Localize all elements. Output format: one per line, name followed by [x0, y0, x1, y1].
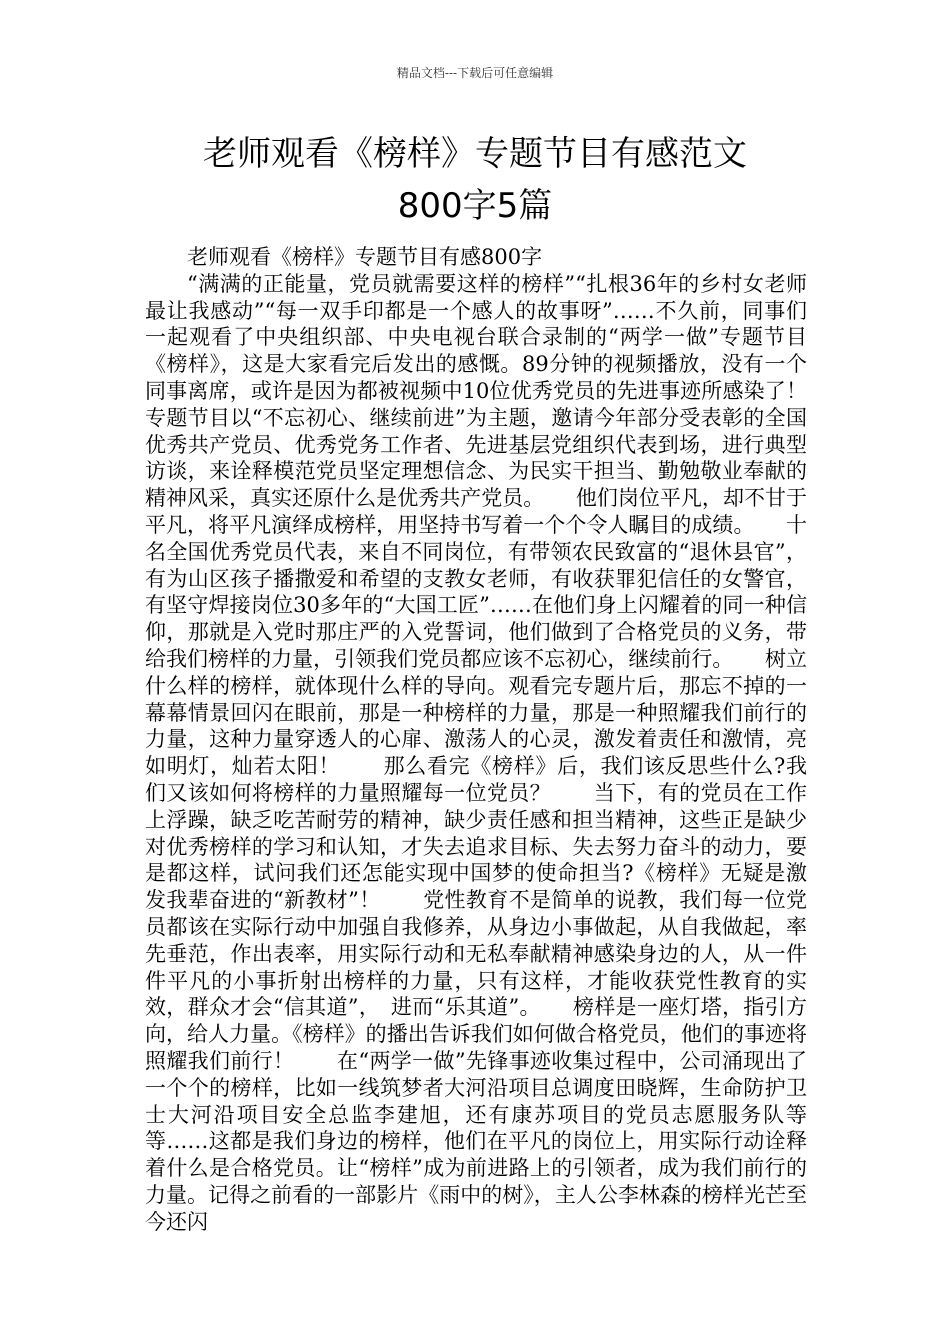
title-line-1: 老师观看《榜样》专题节目有感范文 [203, 134, 747, 174]
section-subtitle: 老师观看《榜样》专题节目有感800字 [187, 245, 543, 269]
title-line-2: 800字5篇 [397, 186, 553, 226]
document-body [145, 244, 849, 1235]
body-paragraph: “满满的正能量，党员就需要这样的榜样”“扎根36年的乡村女老师最让我感动”“每一双手印都是一个感人的故事呀”……不久前，同事们一起观看了中央组织部、中央电视台联合录制的“两学一做”专题节目《榜样》，这是大家看完后发出的感慨。89分钟的视频播放，没有一个同事离席，或许是因为都被视频中10位优秀党员的先进事迹所感染了！ 专题节目以“不忘初心、继续前进”为主题，邀请今年部分受表彰的全国优秀共产党员、优秀党务工作者、先进基层党组织代表到场，进行典型访谈，来诠释模范党员坚定理想信念、为民实干担当、勤勉敬业奉献的精神风采，真实还原什么是优秀共产党员。 他们岗位平凡，却不甘于平凡，将平凡演绎成榜样，用坚持书写着一个个令人瞩目的成绩。 十名全国优秀党员代表，来自不同岗位，有带领农民致富的“退休县官”，有为山区孩子播撒爱和希望的支教女老师，有收获罪犯信任的女警官，有坚守焊接岗位30多年的“大国工匠”……在他们身上闪耀着的同一种信仰，那就是入党时那庄严的入党誓词，他们做到了合格党员的义务，带给我们榜样的力量，引领我们党员都应该不忘初心，继续前行。 树立什么样的榜样，就体现什么样的导向。观看完专题片后，那忘不掉的一幕幕情景回闪在眼前，那是一种榜样的力量，那是一种照耀我们前行的力量，这种力量穿透人的心扉、激荡人的心灵，激发着责任和激情，亮如明灯，灿若太阳！ 那么看完《榜样》后，我们该反思些什么?我们又该如何将榜样的力量照耀每一位党员？ 当下，有的党员在工作上浮躁，缺乏吃苦耐劳的精神，缺少责任感和担当精神，这些正是缺少对优秀榜样的学习和认知，才失去追求目标、失去努力奋斗的动力，要是都这样，试问我们还怎能实现中国梦的使命担当?《榜样》无疑是激发我辈奋进的“新教材”！ 党性教育不是简单的说教，我们每一位党员都该在实际行动中加强自我修养，从身边小事做起，从自我做起，率先垂范，作出表率，用实际行动和无私奉献精神感染身边的人，从一件件平凡的小事折射出榜样的力量，只有这样，才能收获党性教育的实效，群众才会“信其道”， 进而“乐其道”。 榜样是一座灯塔，指引方向，给人力量。《榜样》的播出告诉我们如何做合格党员，他们的事迹将照耀我们前行！ 在“两学一做”先锋事迹收集过程中，公司涌现出了一个个的榜样，比如一线筑梦者大河沿项目总调度田晓辉，生命防护卫士大河沿项目安全总监李建旭，还有康苏项目的党员志愿服务队等等……这都是我们身边的榜样，他们在平凡的岗位上，用实际行动诠释着什么是合格党员。让“榜样”成为前进路上的引领者，成为我们前行的力量。记得之前看的一部影片《雨中的树》，主人公李林森的榜样光芒至今还闪 [145, 271, 849, 1234]
header-note: 精品文档---下载后可任意编辑 [396, 66, 554, 80]
document-title [100, 128, 850, 232]
